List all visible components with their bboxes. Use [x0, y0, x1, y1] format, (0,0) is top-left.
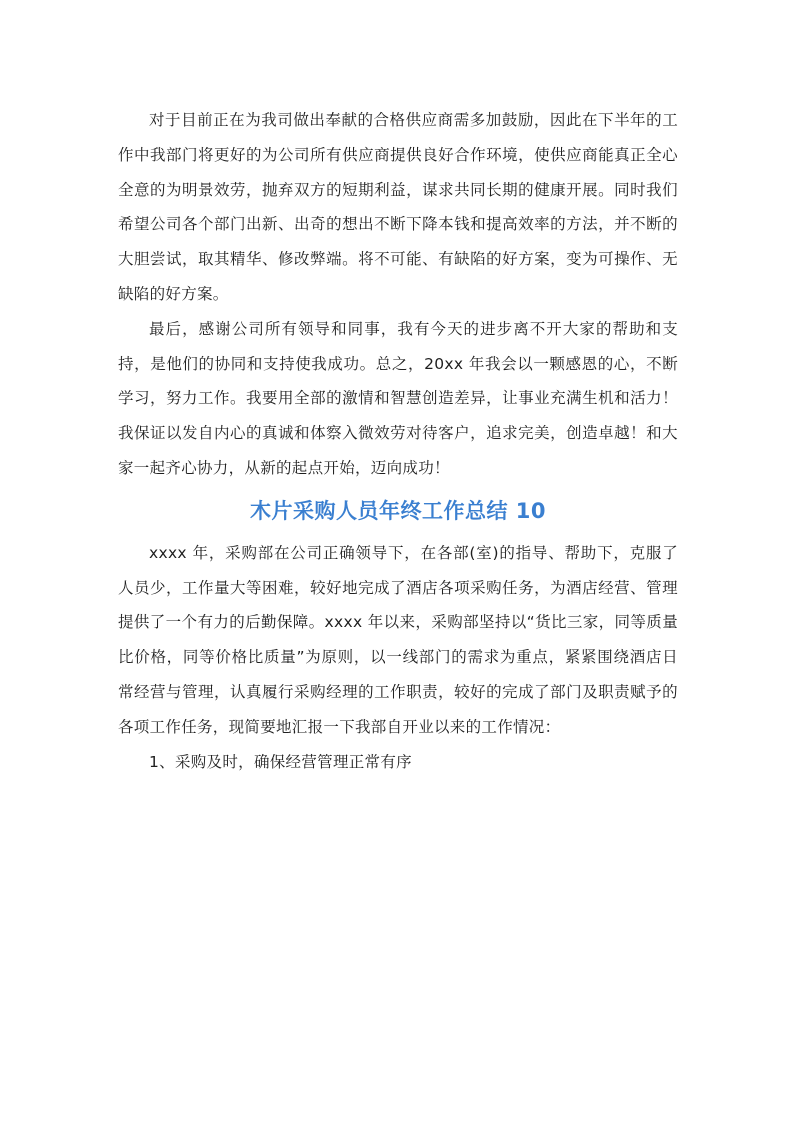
paragraph-supplier-encouragement: 对于目前正在为我司做出奉献的合格供应商需多加鼓励，因此在下半年的工作中我部门将更好的为公司所有供应商提供良好合作环境，使供应商能真正全心全意的为明景效劳，抛弃双方的短期利益，谋求共同长期的健康开展。同时我们希望公司各个部门出新、出奇的想出不断下降本钱和提高效率的方法，并不断的大胆尝试，取其精华、修改弊端。将不可能、有缺陷的好方案，变为可操作、无缺陷的好方案。 — [118, 111, 678, 303]
paragraph-purchasing-summary: xxxx 年，采购部在公司正确领导下，在各部(室)的指导、帮助下，克服了人员少，工作量大等困难，较好地完成了酒店各项采购任务，为酒店经营、管理提供了一个有力的后勤保障。xxxx 年以来，采购部坚持以“货比三家，同等质量比价格，同等价格比质量”为原则，以一线部门的需求为重点，紧紧围绕酒店日常经营与管理，认真履行采购经理的工作职责，较好的完成了部门及职责赋予的各项工作任务，现简要地汇报一下我部自开业以来的工作情况： — [118, 543, 678, 736]
document-body — [118, 103, 678, 779]
list-item-1: 1、采购及时，确保经营管理正常有序 — [149, 752, 412, 771]
paragraph-thanks: 最后，感谢公司所有领导和同事，我有今天的进步离不开大家的帮助和支持，是他们的协同和支持使我成功。总之，20xx 年我会以一颗感恩的心，不断学习，努力工作。我要用全部的激情和智慧创造差异，让事业充满生机和活力！我保证以发自内心的真诚和体察入微效劳对待客户，追求完美，创造卓越！和大家一起齐心协力，从新的起点开始，迈向成功！ — [118, 319, 678, 477]
section-title: 木片采购人员年终工作总结 10 — [249, 498, 547, 523]
